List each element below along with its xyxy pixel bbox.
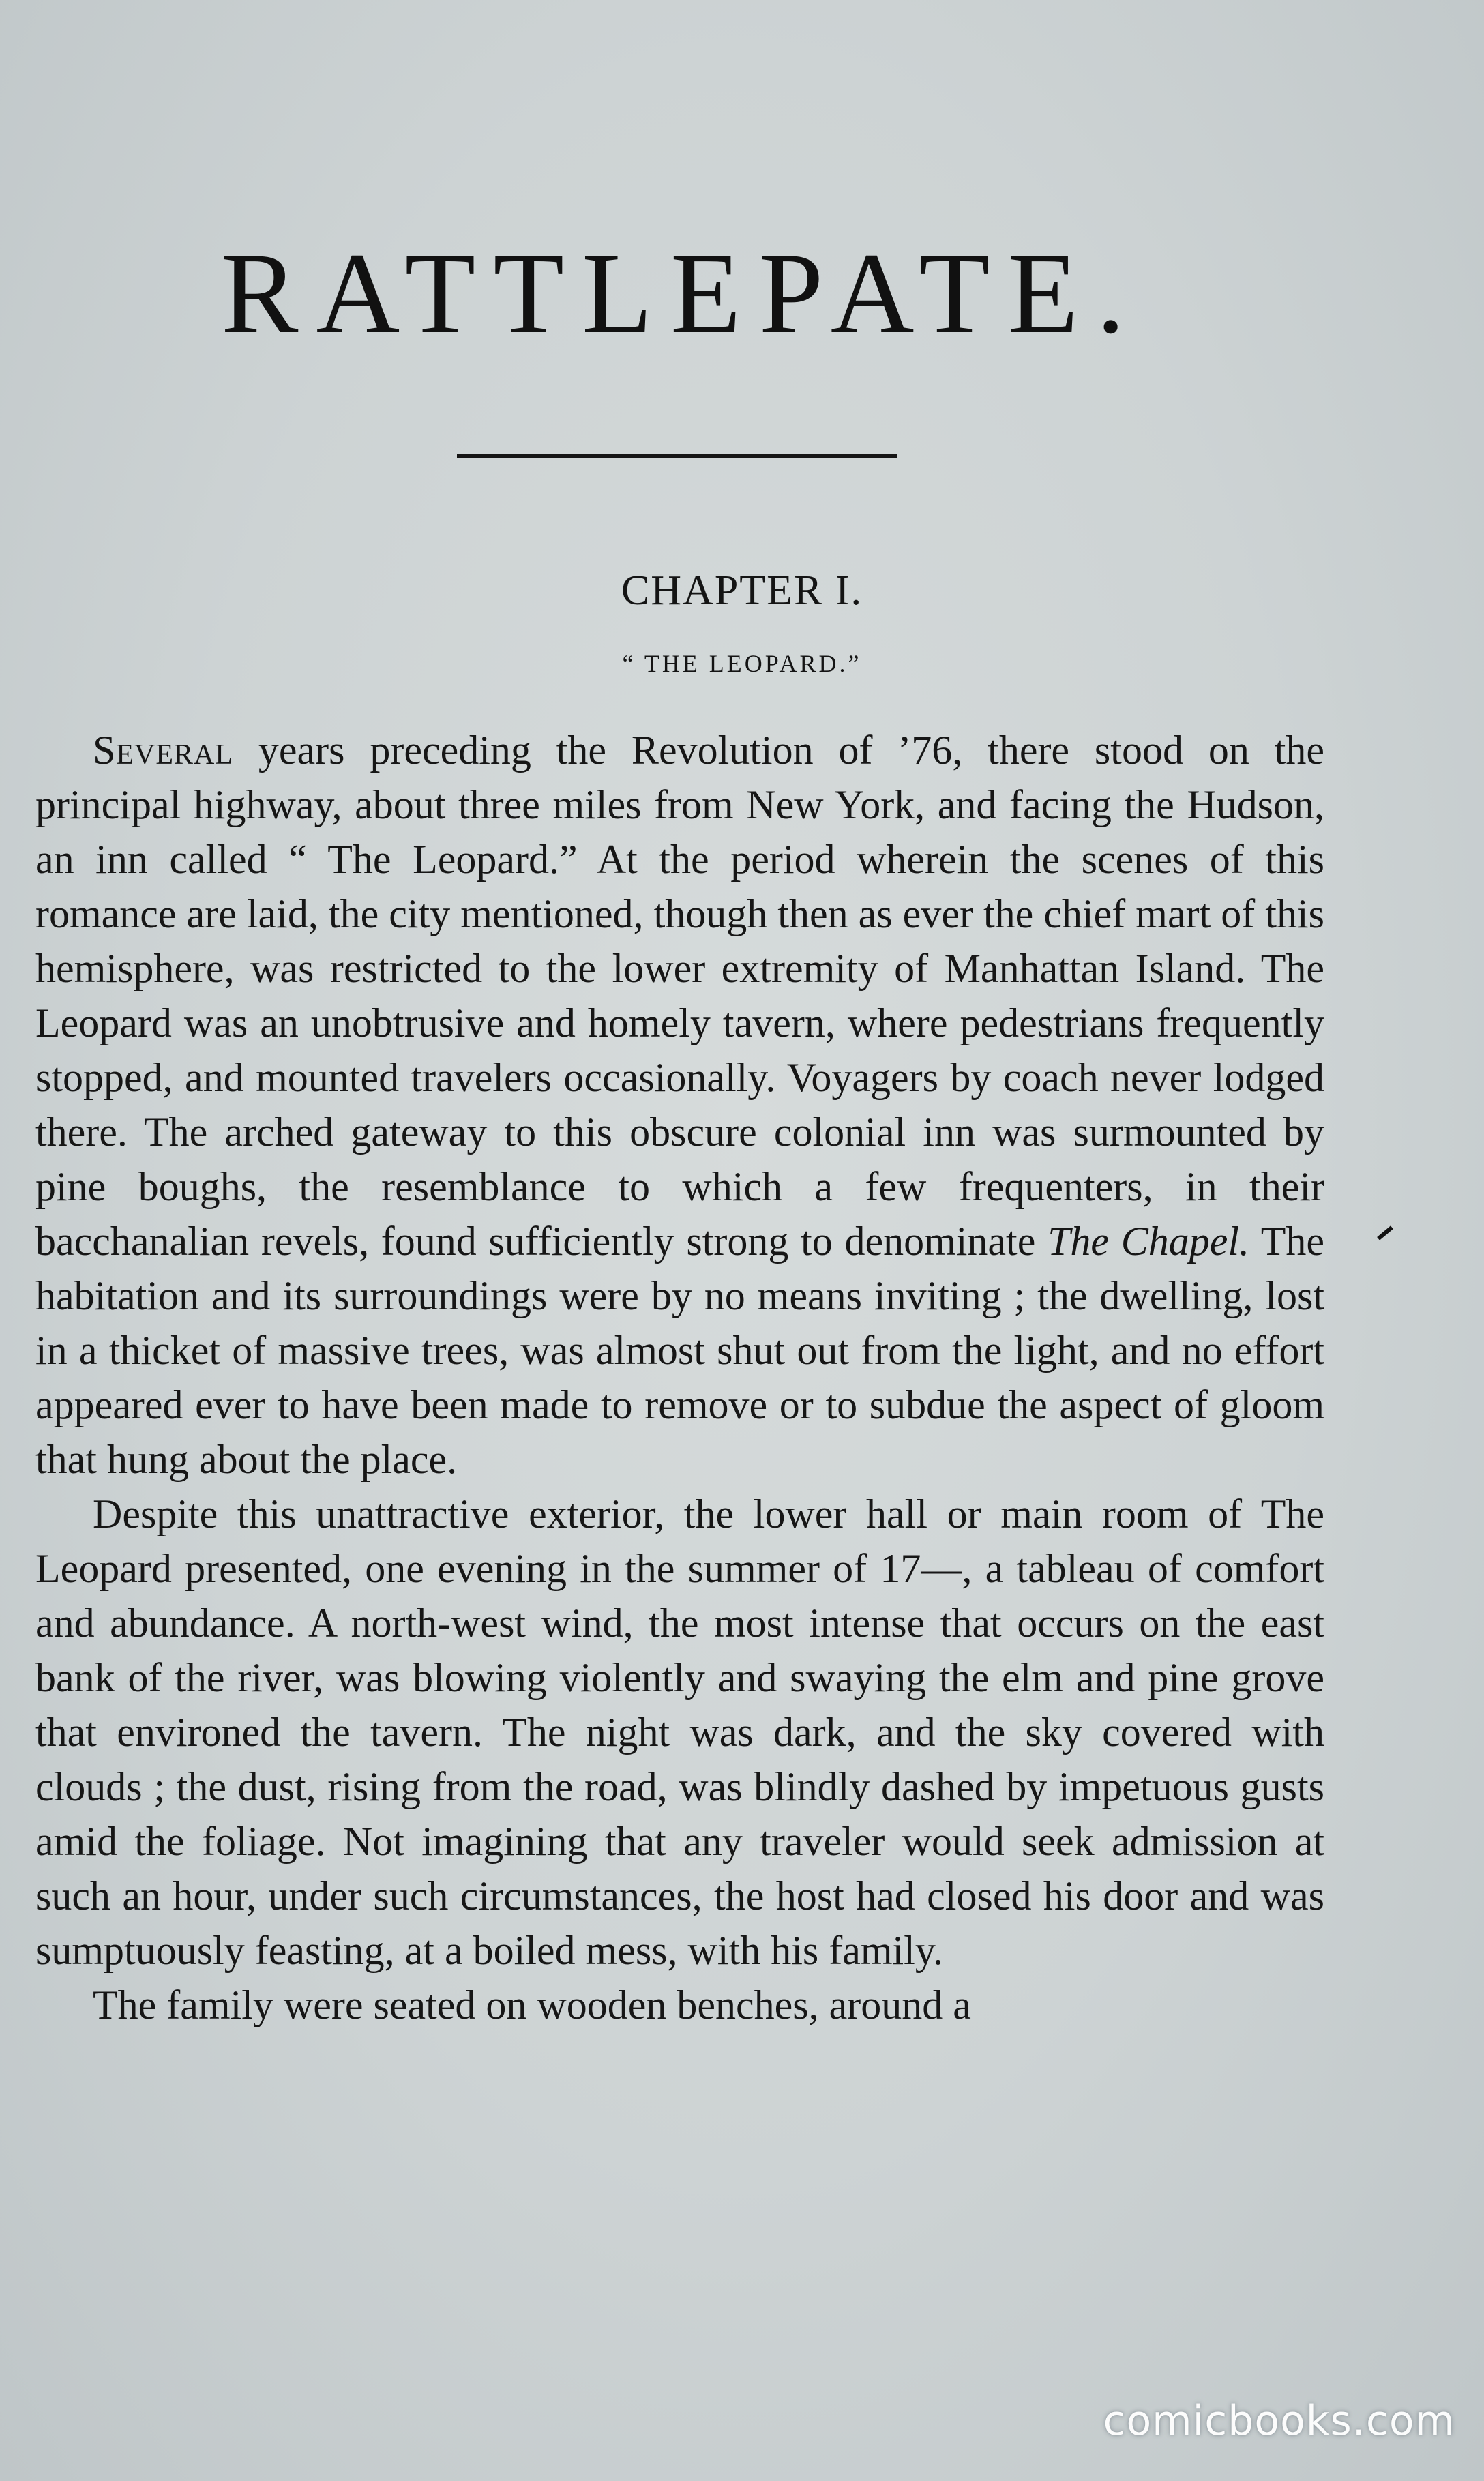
book-title: RATTLEPATE. [221, 229, 1143, 357]
paragraph-text: years preceding the Revolution of ’76, there stood on the principal highway, about three miles from New York, and facing the Hudson, an inn called “ The Leopard.” At the period wherein the scenes of this romance are laid, the city mentioned, though then as ever the chief mart of this hemisphere, was restricted to the lower extremity of Manhattan Island. The Leopard was an unobtrusive and homely tavern, where pedestrians frequently stopped, and mounted travelers occasionally. Voyagers by coach never lodged there. The arched gateway to this obscure colonial inn was surmounted by pine boughs, the resemblance to which a few frequenters, in their bacchanalian revels, found sufficiently strong to denominate [35, 728, 1324, 1264]
body-text [35, 723, 1324, 2032]
title-rule [457, 454, 897, 458]
chapter-title: “ THE LEOPARD.” [622, 650, 862, 677]
watermark: comicbooks.com [1103, 2397, 1455, 2445]
paragraph [35, 723, 1324, 1487]
paragraph-lead: Several [93, 728, 234, 773]
paragraph-italic: The Chapel. [1048, 1219, 1250, 1264]
paragraph: Despite this unattractive exterior, the lower hall or main room of The Leopard presented, one evening in the summer of 17—, a tableau of comfort and abundance. A north-west wind, the most intense that occurs on the east bank of the river, was blowing violently and swaying the elm and pine grove that environed the tavern. The night was dark, and the sky covered with clouds ; the dust, rising from the road, was blindly dashed by impetuous gusts amid the foliage. Not imagining that any traveler would seek admission at such an hour, under such circumstances, the host had closed his door and was sumptuously feasting, at a boiled mess, with his family. [35, 1491, 1324, 1973]
paragraph: The family were seated on wooden benches, around a [93, 1982, 971, 2027]
chapter-heading: CHAPTER I. [621, 567, 863, 614]
paragraph-text-tail: The habitation and its surroundings were by no means inviting ; the dwelling, lost in a thicket of massive trees, was almost shut out from the light, and no effort appeared ever to have been made to remove or to subdue the aspect of gloom that hung about the place. [35, 1219, 1324, 1482]
